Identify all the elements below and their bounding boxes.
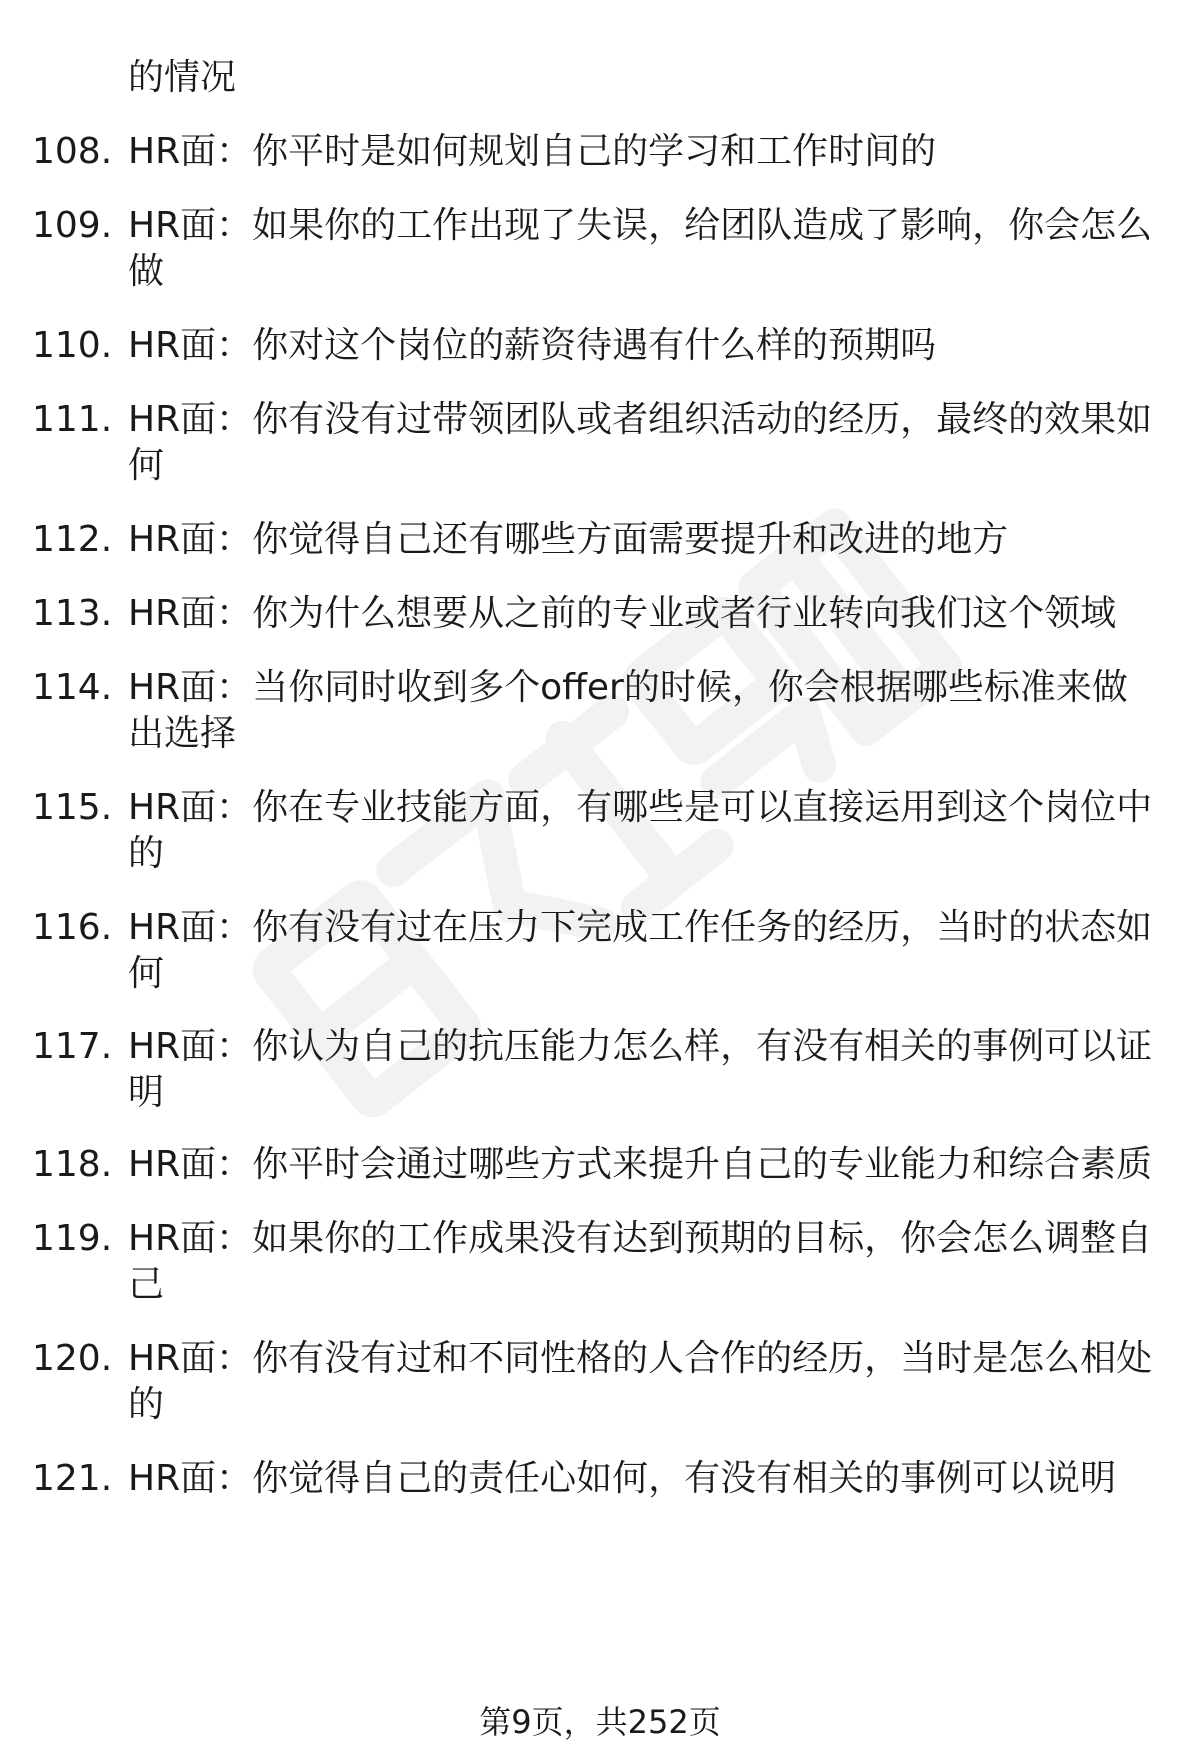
item-text: HR面：你有没有过带领团队或者组织活动的经历，最终的效果如: [128, 399, 1153, 440]
page-footer: 第9页，共252页: [479, 1703, 721, 1741]
item-text-continuation: 何: [128, 953, 165, 994]
item-text-continuation: 明: [128, 1072, 165, 1113]
item-text-continuation: 出选择: [128, 713, 237, 754]
item-number: 120.: [32, 1338, 113, 1379]
item-number: 121.: [32, 1458, 113, 1499]
item-text: HR面：你有没有过和不同性格的人合作的经历，当时是怎么相处: [128, 1338, 1153, 1379]
item-number: 113.: [32, 593, 113, 634]
item-text-continuation: 做: [128, 251, 165, 292]
item-number: 119.: [32, 1218, 113, 1259]
item-text: HR面：当你同时收到多个offer的时候，你会根据哪些标准来做: [128, 667, 1128, 708]
item-text: HR面：你平时是如何规划自己的学习和工作时间的: [128, 131, 937, 172]
item-text-continuation: 己: [128, 1264, 165, 1305]
item-text: HR面：如果你的工作成果没有达到预期的目标，你会怎么调整自: [128, 1218, 1153, 1259]
item-text: HR面：你觉得自己还有哪些方面需要提升和改进的地方: [128, 519, 1009, 560]
item-number: 111.: [32, 399, 113, 440]
item-number: 115.: [32, 787, 113, 828]
item-text: HR面：你在专业技能方面，有哪些是可以直接运用到这个岗位中: [128, 787, 1153, 828]
item-number: 112.: [32, 519, 113, 560]
item-text: HR面：你有没有过在压力下完成工作任务的经历，当时的状态如: [128, 907, 1153, 948]
item-text-continuation: 的: [128, 1384, 165, 1425]
item-number: 114.: [32, 667, 113, 708]
item-text: HR面：你平时会通过哪些方式来提升自己的专业能力和综合素质: [128, 1144, 1153, 1185]
item-text: HR面：你觉得自己的责任心如何，有没有相关的事例可以说明: [128, 1458, 1117, 1499]
item-number: 108.: [32, 131, 113, 172]
continuation-text: 的情况: [128, 57, 237, 98]
item-number: 109.: [32, 205, 113, 246]
item-text: HR面：如果你的工作出现了失误，给团队造成了影响，你会怎么: [128, 205, 1153, 246]
item-text-continuation: 的: [128, 833, 165, 874]
item-text-continuation: 何: [128, 445, 165, 486]
item-text: HR面：你认为自己的抗压能力怎么样，有没有相关的事例可以证: [128, 1026, 1153, 1067]
item-number: 116.: [32, 907, 113, 948]
item-text: HR面：你对这个岗位的薪资待遇有什么样的预期吗: [128, 325, 937, 366]
item-number: 117.: [32, 1026, 113, 1067]
item-text: HR面：你为什么想要从之前的专业或者行业转向我们这个领域: [128, 593, 1117, 634]
item-number: 110.: [32, 325, 113, 366]
item-number: 118.: [32, 1144, 113, 1185]
